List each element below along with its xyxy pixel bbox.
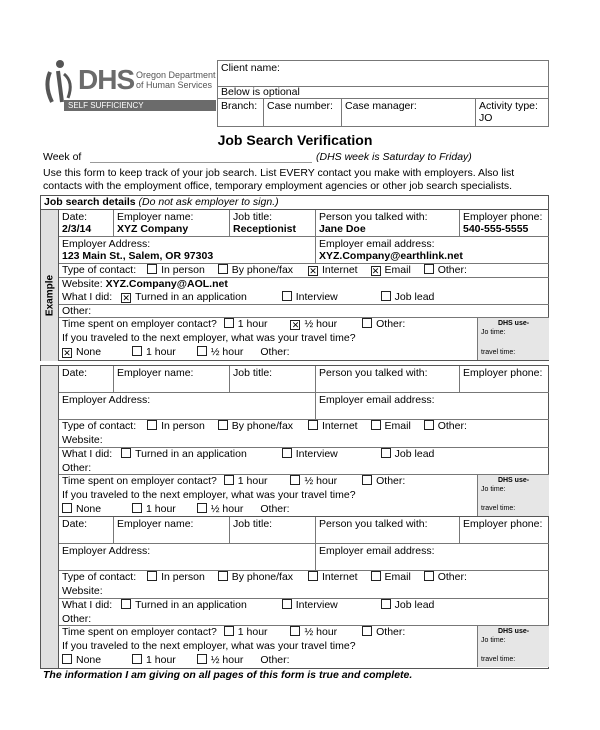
one-hour-checkbox[interactable] (224, 626, 234, 636)
email-checkbox[interactable]: ✕ (371, 266, 380, 276)
example-entry (40, 195, 549, 361)
logo-abbr: DHS (78, 64, 135, 95)
example-sidebar (41, 210, 59, 361)
job-title-cell[interactable]: Job title: (230, 366, 316, 393)
type-of-contact-row: Type of contact: In person By phone/fax Internet Email Other: (62, 420, 467, 432)
interview-checkbox[interactable] (282, 291, 292, 301)
website-row[interactable]: Website: (59, 434, 549, 448)
turned-in-checkbox[interactable] (121, 599, 131, 609)
one-hour-checkbox[interactable] (224, 318, 234, 328)
email-checkbox[interactable] (371, 571, 381, 581)
website-row[interactable]: Website: (59, 585, 549, 599)
other-time-checkbox[interactable] (362, 318, 372, 328)
none-checkbox[interactable]: ✕ (63, 348, 71, 358)
by-phone-checkbox[interactable] (218, 264, 228, 274)
interview-checkbox[interactable] (282, 448, 292, 458)
section-header: Job search details (Do not ask employer to sign.) (41, 196, 548, 210)
other-row[interactable]: Other: (59, 613, 549, 626)
other-contact-checkbox[interactable] (424, 571, 434, 581)
dhs-use-box: DHS use- Jo time: travel time: (477, 475, 549, 516)
in-person-checkbox[interactable] (147, 264, 157, 274)
internet-checkbox[interactable] (308, 571, 318, 581)
employer-name-cell[interactable]: Employer name: (114, 517, 230, 544)
job-title-cell[interactable]: Job title: (230, 517, 316, 544)
what-i-did-row: What I did: Turned in an application Interview Job lead (62, 448, 435, 460)
other-time-checkbox[interactable] (362, 475, 372, 485)
blank-entries (40, 365, 549, 669)
time-block (59, 318, 549, 361)
internet-checkbox[interactable]: ✕ (309, 266, 317, 276)
turned-in-checkbox[interactable]: ✕ (122, 293, 130, 303)
type-of-contact-row: Type of contact: In person By phone/fax Internet Email Other: (62, 571, 467, 583)
case-manager-field[interactable]: Case manager: (342, 99, 476, 127)
employer-email-cell[interactable]: Employer email address: (316, 393, 549, 420)
by-phone-checkbox[interactable] (218, 420, 228, 430)
travel-time-row: None 1 hour ½ hour Other: (59, 654, 477, 667)
employer-name-cell[interactable]: Employer name: (114, 366, 230, 393)
half-hour-checkbox[interactable] (290, 475, 300, 485)
date-cell[interactable]: Date: 2/3/14 (59, 210, 114, 237)
employer-email-cell[interactable]: Employer email address: XYZ.Company@earthlink.net (316, 237, 549, 264)
employer-phone-cell[interactable]: Employer phone: (460, 366, 549, 393)
other-contact-checkbox[interactable] (424, 420, 434, 430)
employer-address-cell[interactable]: Employer Address: 123 Main St., Salem, OR 97303 (59, 237, 316, 264)
half-hour-checkbox[interactable]: ✕ (291, 320, 300, 330)
travel-one-hour-checkbox[interactable] (132, 503, 142, 513)
date-cell[interactable]: Date: (59, 517, 114, 544)
employer-phone-cell[interactable]: Employer phone: (460, 517, 549, 544)
time-block (59, 475, 549, 517)
in-person-checkbox[interactable] (147, 420, 157, 430)
by-phone-checkbox[interactable] (218, 571, 228, 581)
person-cell[interactable]: Person you talked with: Jane Doe (316, 210, 460, 237)
none-checkbox[interactable] (62, 654, 72, 664)
logo-dept: Oregon Department of Human Services (136, 70, 216, 90)
email-checkbox[interactable] (371, 420, 381, 430)
travel-half-hour-checkbox[interactable] (197, 503, 207, 513)
employer-address-cell[interactable]: Employer Address: (59, 544, 316, 571)
case-number-field[interactable]: Case number: (264, 99, 342, 127)
travel-half-hour-checkbox[interactable] (197, 654, 207, 664)
employer-phone-cell[interactable]: Employer phone: 540-555-5555 (460, 210, 549, 237)
travel-one-hour-checkbox[interactable] (132, 654, 142, 664)
week-of-input[interactable] (90, 162, 312, 163)
travel-question: If you traveled to the next employer, what was your travel time? (62, 332, 356, 344)
in-person-checkbox[interactable] (147, 571, 157, 581)
employer-name-cell[interactable]: Employer name: XYZ Company (114, 210, 230, 237)
half-hour-checkbox[interactable] (290, 626, 300, 636)
employer-address-cell[interactable]: Employer Address: (59, 393, 316, 420)
other-row[interactable]: Other: (59, 305, 549, 318)
travel-time-row: ✕ None 1 hour ½ hour Other: (63, 346, 290, 358)
website-what-row: Website: XYZ.Company@AOL.net (62, 278, 228, 290)
travel-time-row: None 1 hour ½ hour Other: (59, 503, 477, 516)
dhs-logo (42, 58, 218, 114)
optional-note: Below is optional (218, 87, 548, 99)
one-hour-checkbox[interactable] (224, 475, 234, 485)
time-spent-row: Time spent on employer contact? 1 hour ✕ ½ hour Other: (62, 318, 406, 330)
instructions: Use this form to keep track of your job search. List EVERY contact you make with employers. Also list contacts with the employment office, temporary employment agencies or other job search specialists. (43, 167, 515, 192)
other-row[interactable]: Other: (59, 462, 549, 475)
person-figure-icon (42, 58, 76, 106)
time-block (59, 626, 549, 668)
interview-checkbox[interactable] (282, 599, 292, 609)
other-contact-checkbox[interactable] (424, 264, 434, 274)
activity-type-field[interactable]: Activity type: JO (479, 100, 538, 124)
dhs-use-box: DHS use- Jo time: travel time: (477, 626, 549, 667)
internet-checkbox[interactable] (308, 420, 318, 430)
week-of-label: Week of (43, 151, 82, 163)
date-cell[interactable]: Date: (59, 366, 114, 393)
type-of-contact-row: Type of contact: In person By phone/fax ✕ Internet ✕ Email Other: (59, 264, 549, 278)
week-note: (DHS week is Saturday to Friday) (316, 151, 472, 163)
travel-half-hour-checkbox[interactable] (197, 346, 207, 356)
person-cell[interactable]: Person you talked with: (316, 366, 460, 393)
job-lead-checkbox[interactable] (381, 448, 391, 458)
what-i-did-row: What I did: ✕ Turned in an application Interview Job lead (59, 291, 549, 305)
example-label: Example (44, 274, 56, 317)
job-lead-checkbox[interactable] (381, 291, 391, 301)
job-lead-checkbox[interactable] (381, 599, 391, 609)
person-cell[interactable]: Person you talked with: (316, 517, 460, 544)
dhs-use-box: DHS use- Jo time: travel time: (477, 318, 549, 360)
page-title: Job Search Verification (217, 132, 373, 148)
job-title-cell[interactable]: Job title: Receptionist (230, 210, 316, 237)
branch-field[interactable]: Branch: (218, 99, 264, 127)
other-time-checkbox[interactable] (362, 626, 372, 636)
logo-bar: SELF SUFFICIENCY (64, 100, 216, 111)
travel-question: If you traveled to the next employer, what was your travel time? (62, 640, 356, 652)
what-i-did-row: What I did: Turned in an application Interview Job lead (62, 599, 435, 611)
travel-question: If you traveled to the next employer, what was your travel time? (62, 489, 356, 501)
client-info-box (217, 60, 549, 127)
client-name-field[interactable]: Client name: (218, 61, 548, 87)
time-spent-row: Time spent on employer contact? 1 hour ½ hour Other: (62, 475, 406, 487)
turned-in-checkbox[interactable] (121, 448, 131, 458)
none-checkbox[interactable] (62, 503, 72, 513)
employer-email-cell[interactable]: Employer email address: (316, 544, 549, 571)
travel-one-hour-checkbox[interactable] (132, 346, 142, 356)
entry-1 (41, 366, 549, 517)
time-spent-row: Time spent on employer contact? 1 hour ½ hour Other: (62, 626, 406, 638)
attestation: The information I am giving on all pages of this form is true and complete. (43, 669, 413, 681)
entry-2 (41, 517, 549, 669)
